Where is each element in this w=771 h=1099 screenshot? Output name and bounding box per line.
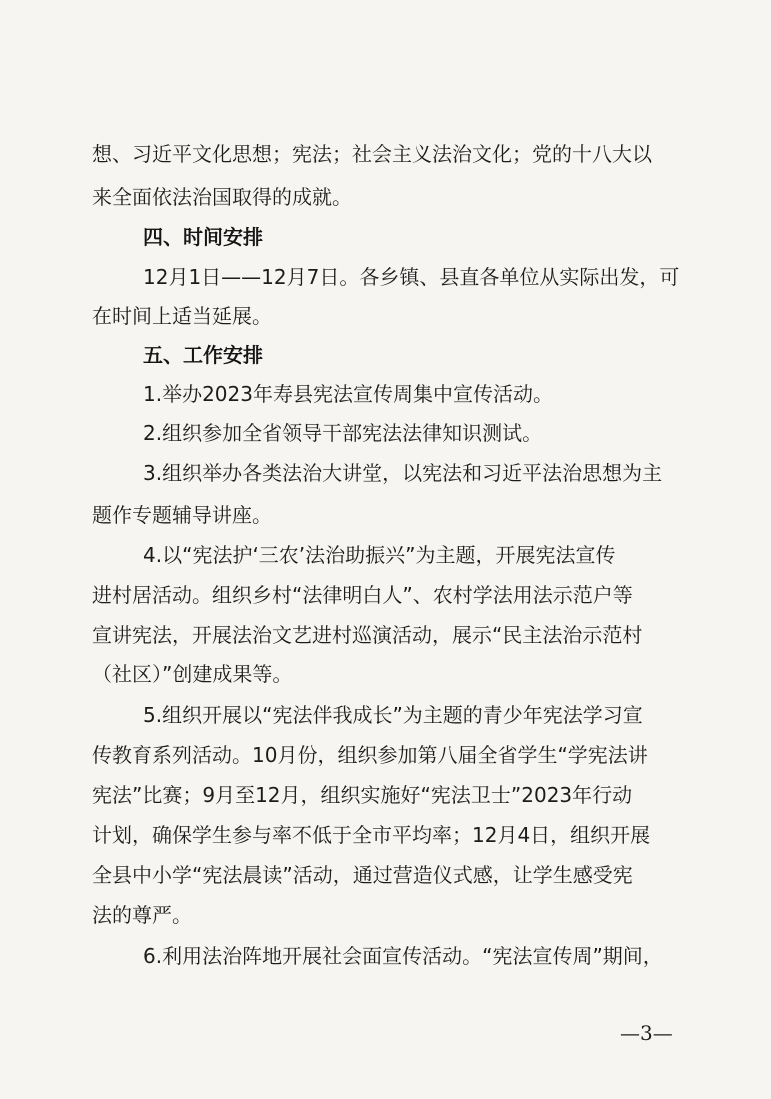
body-line: （社区）”创建成果等。: [92, 662, 293, 686]
body-line: 题作专题辅导讲座。: [92, 503, 272, 527]
body-line: 传教育系列活动。10月份，组织参加第八届全省学生“学宪法讲: [92, 743, 648, 767]
list-item: 4.以“宪法护‘三农’法治助振兴”为主题，开展宪法宣传: [143, 543, 616, 567]
list-item: 3.组织举办各类法治大讲堂，以宪法和习近平法治思想为主: [143, 461, 663, 485]
body-line: 宪法”比赛；9月至12月，组织实施好“宪法卫士”2023年行动: [92, 783, 633, 807]
body-line: 在时间上适当延展。: [92, 304, 272, 328]
body-line: 法的尊严。: [92, 903, 192, 927]
list-item: 6.利用法治阵地开展社会面宣传活动。“宪法宣传周”期间，: [143, 944, 663, 968]
body-line: 宣讲宪法，开展法治文艺进村巡演活动，展示“民主法治示范村: [92, 623, 643, 647]
list-item: 5.组织开展以“宪法伴我成长”为主题的青少年宪法学习宣: [143, 703, 643, 727]
list-item: 1.举办2023年寿县宪法宣传周集中宣传活动。: [143, 382, 553, 406]
page-number: —3—: [620, 1021, 673, 1045]
section-heading: 五、工作安排: [143, 343, 263, 367]
body-line: 来全面依法治国取得的成就。: [92, 185, 352, 209]
body-line: 全县中小学“宪法晨读”活动，通过营造仪式感，让学生感受宪: [92, 863, 633, 887]
body-line: 计划，确保学生参与率不低于全市平均率；12月4日，组织开展: [92, 823, 651, 847]
section-heading: 四、时间安排: [143, 225, 263, 249]
body-line: 进村居活动。组织乡村“法律明白人”、农村学法用法示范户等: [92, 583, 633, 607]
body-line: 想、习近平文化思想；宪法；社会主义法治文化；党的十八大以: [92, 142, 652, 166]
list-item: 2.组织参加全省领导干部宪法法律知识测试。: [143, 421, 543, 445]
body-line: 12月1日——12月7日。各乡镇、县直各单位从实际出发，可: [143, 265, 680, 289]
